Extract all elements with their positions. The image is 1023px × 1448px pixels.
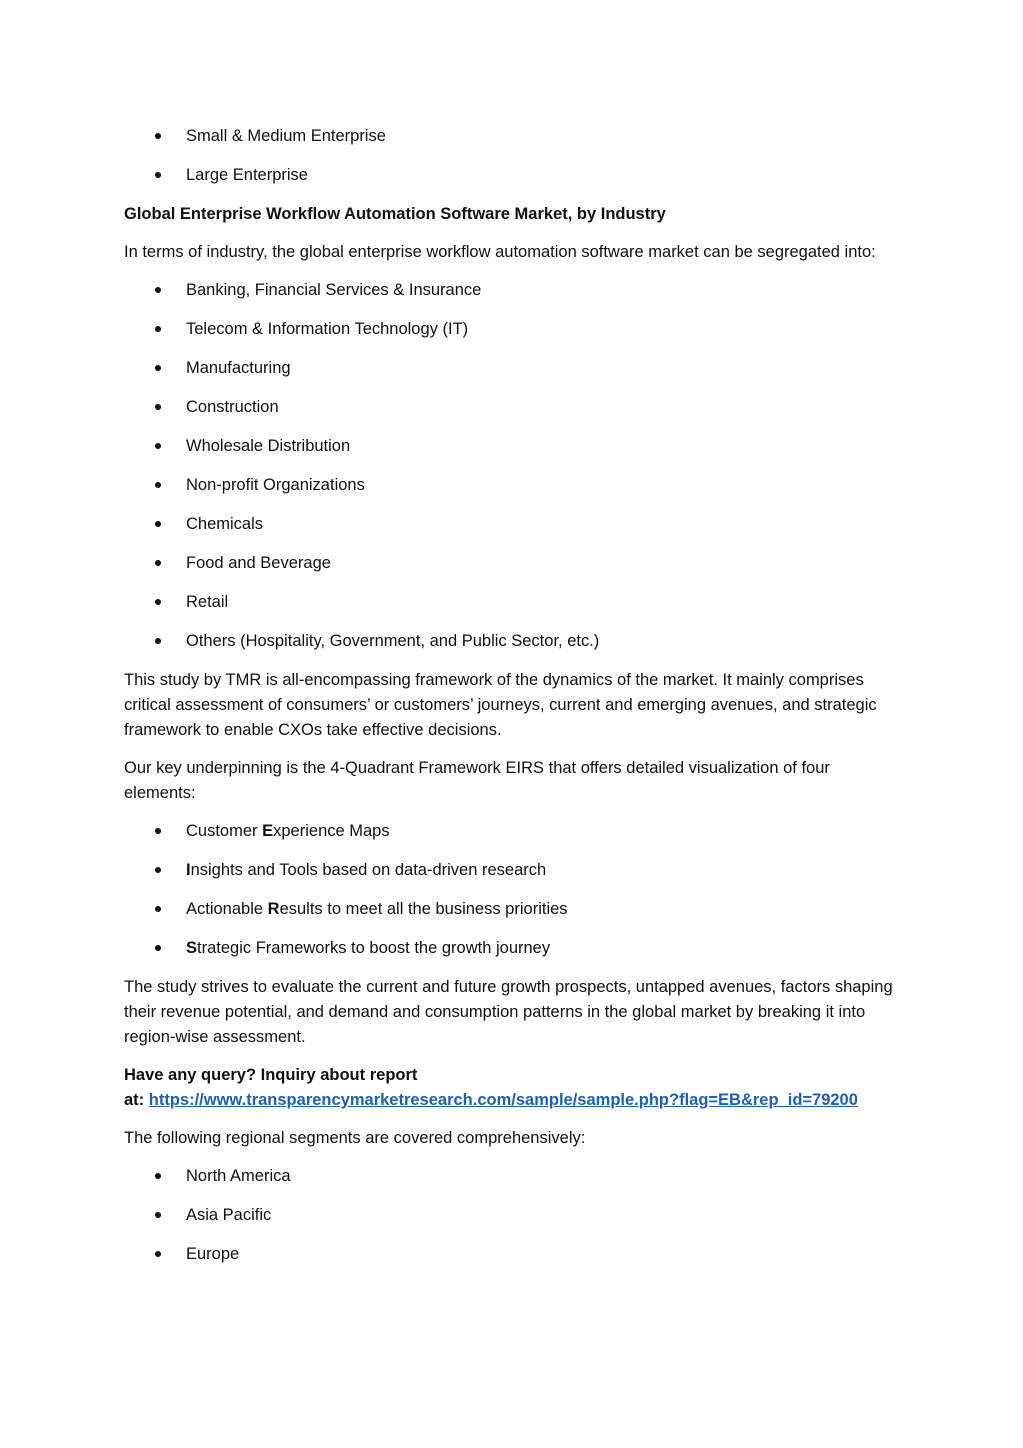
list-item: Banking, Financial Services & Insurance: [124, 278, 899, 303]
list-item: North America: [124, 1164, 899, 1189]
report-link[interactable]: https://www.transparencymarketresearch.com/sample/sample.php?flag=EB&rep_id=79200: [148, 1091, 858, 1109]
list-item: Small & Medium Enterprise: [124, 124, 899, 149]
eirs-item-insights: Insights and Tools based on data-driven research: [124, 858, 899, 883]
page-content: [124, 124, 899, 1281]
industry-intro: In terms of industry, the global enterprise workflow automation software market can be segregated into:: [124, 243, 876, 261]
region-list: [124, 1164, 899, 1267]
study-paragraph: This study by TMR is all-encompassing framework of the dynamics of the market. It mainly comprises critical assessment of consumers’ or customers’ journeys, current and emerging avenues, and strategic framework to enable CXOs take effective decisions.: [124, 671, 877, 739]
industry-heading: Global Enterprise Workflow Automation Software Market, by Industry: [124, 205, 666, 223]
query-block: [124, 1063, 899, 1113]
list-item: Asia Pacific: [124, 1203, 899, 1228]
list-item: Chemicals: [124, 512, 899, 537]
eirs-list: [124, 819, 899, 961]
query-line: Have any query? Inquiry about report: [124, 1066, 418, 1084]
eirs-item-results: Actionable Results to meet all the business priorities: [124, 897, 899, 922]
list-item: Europe: [124, 1242, 899, 1267]
query-prefix: at:: [124, 1091, 149, 1109]
list-item: Large Enterprise: [124, 163, 899, 188]
list-item: Manufacturing: [124, 356, 899, 381]
list-item: Non-profit Organizations: [124, 473, 899, 498]
framework-paragraph: Our key underpinning is the 4-Quadrant Framework EIRS that offers detailed visualization of four elements:: [124, 759, 830, 802]
list-item: Wholesale Distribution: [124, 434, 899, 459]
eirs-item-experience: Customer Experience Maps: [124, 819, 899, 844]
industry-list: [124, 278, 899, 654]
list-item: Telecom & Information Technology (IT): [124, 317, 899, 342]
list-item: Others (Hospitality, Government, and Public Sector, etc.): [124, 629, 899, 654]
eirs-item-strategic: Strategic Frameworks to boost the growth journey: [124, 936, 899, 961]
list-item: Construction: [124, 395, 899, 420]
list-item: Retail: [124, 590, 899, 615]
regional-intro: The following regional segments are covered comprehensively:: [124, 1129, 586, 1147]
list-item: Food and Beverage: [124, 551, 899, 576]
evaluation-paragraph: The study strives to evaluate the current and future growth prospects, untapped avenues, factors shaping their revenue potential, and demand and consumption patterns in the global market by breaking it into region-wise assessment.: [124, 978, 893, 1046]
enterprise-size-list: [124, 124, 899, 188]
